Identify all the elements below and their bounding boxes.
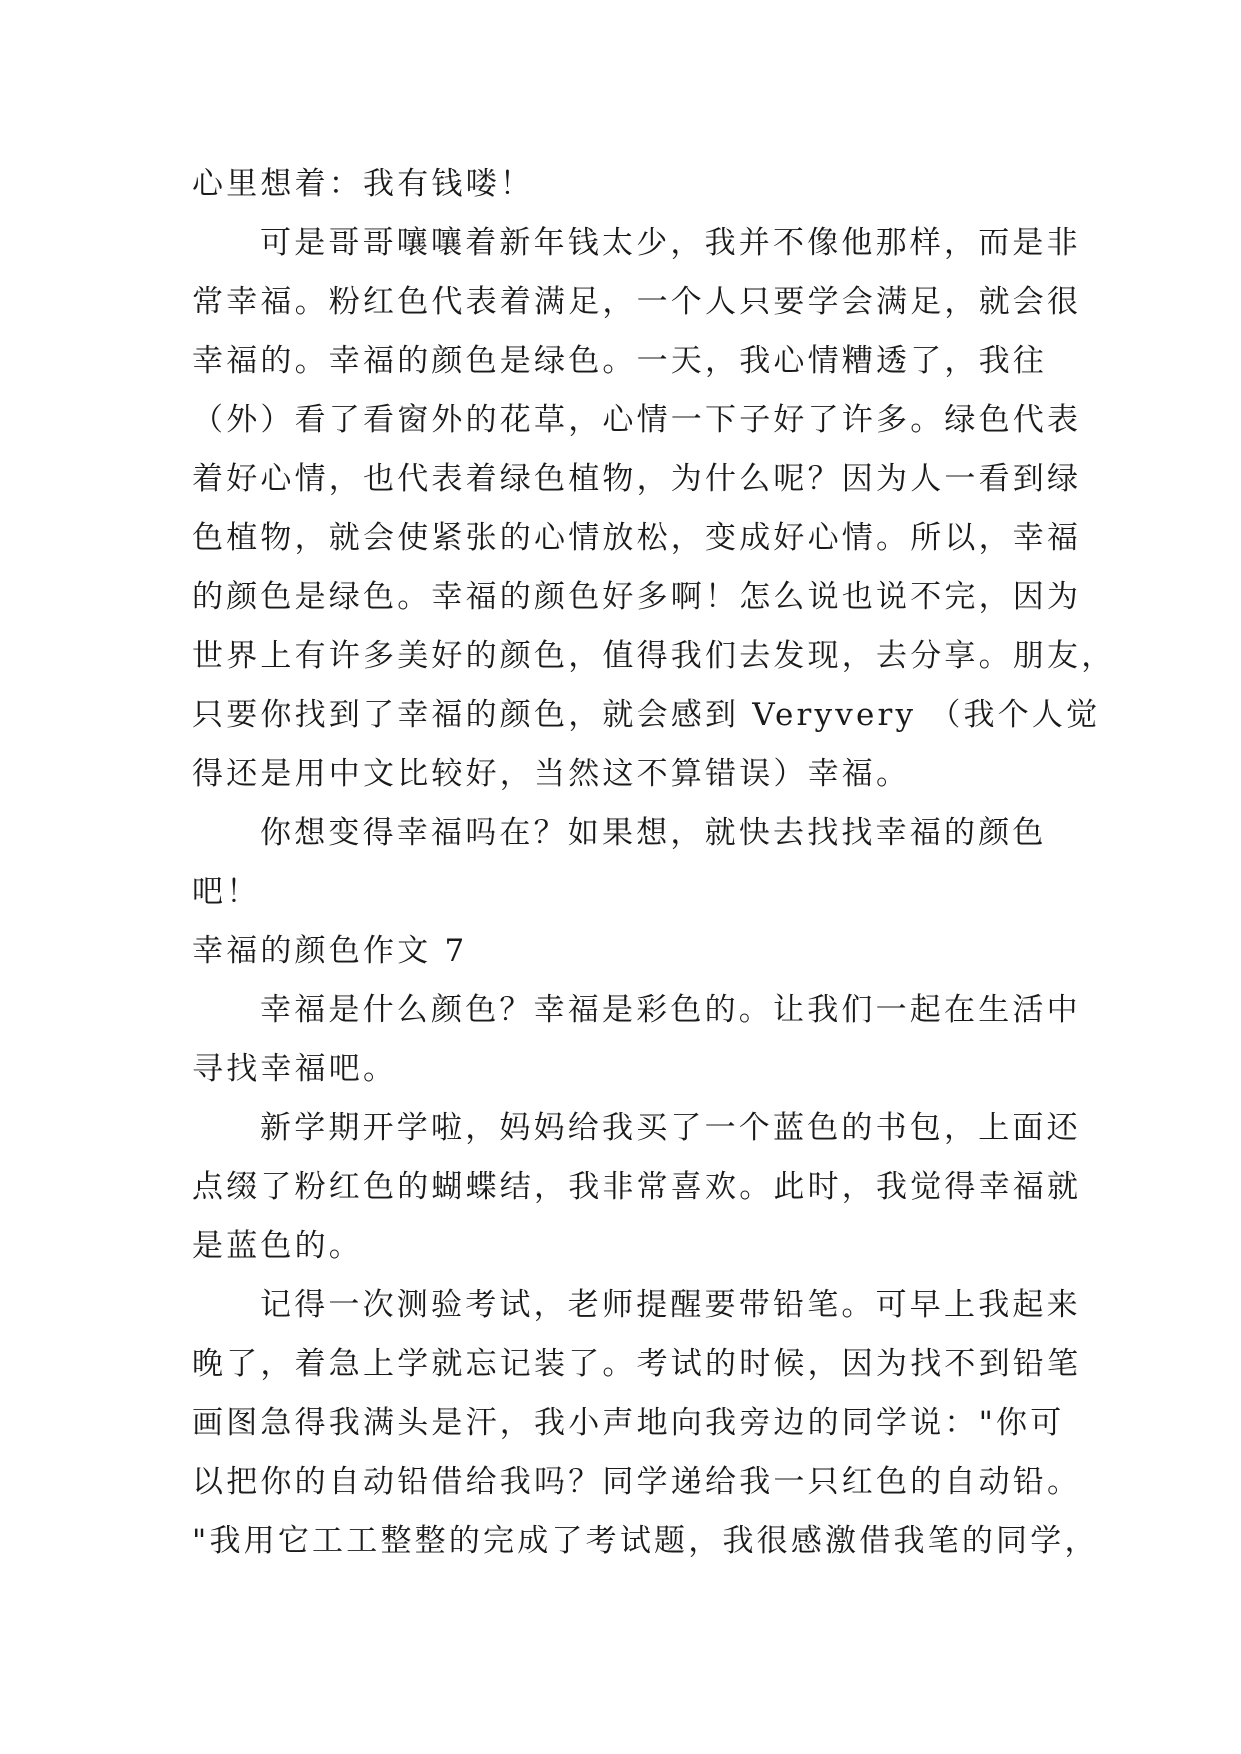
text-line: 色植物，就会使紧张的心情放松，变成好心情。所以，幸福 xyxy=(192,520,1082,556)
text-line: （外）看了看窗外的花草，心情一下子好了许多。绿色代表 xyxy=(192,402,1082,438)
text-line: 常幸福。粉红色代表着满足，一个人只要学会满足，就会很 xyxy=(192,284,1082,320)
text-line: 只要你找到了幸福的颜色，就会感到 Veryvery （我个人觉 xyxy=(192,697,1101,733)
text-line: 寻找幸福吧。 xyxy=(192,1051,398,1087)
text-line: 以把你的自动铅借给我吗？同学递给我一只红色的自动铅。 xyxy=(192,1464,1082,1500)
text-line: 心里想着：我有钱喽！ xyxy=(192,166,534,202)
text-line: 吧！ xyxy=(192,874,261,910)
text-line: 幸福是什么颜色？幸福是彩色的。让我们一起在生活中 xyxy=(260,992,1081,1028)
text-line: 你想变得幸福吗在？如果想，就快去找找幸福的颜色 xyxy=(260,815,1047,851)
text-line: 得还是用中文比较好，当然这不算错误）幸福。 xyxy=(192,756,911,792)
document-body xyxy=(192,155,1116,1571)
text-line: 新学期开学啦，妈妈给我买了一个蓝色的书包，上面还 xyxy=(260,1110,1081,1146)
text-line: 晚了，着急上学就忘记装了。考试的时候，因为找不到铅笔 xyxy=(192,1346,1082,1382)
text-line: "我用它工工整整的完成了考试题，我很感激借我笔的同学， xyxy=(192,1523,1099,1559)
text-line: 记得一次测验考试，老师提醒要带铅笔。可早上我起来 xyxy=(260,1287,1081,1323)
section-heading: 幸福的颜色作文 7 xyxy=(192,933,468,969)
text-line: 画图急得我满头是汗，我小声地向我旁边的同学说："你可 xyxy=(192,1405,1065,1441)
text-line: 的颜色是绿色。幸福的颜色好多啊！怎么说也说不完，因为 xyxy=(192,579,1082,615)
text-line: 点缀了粉红色的蝴蝶结，我非常喜欢。此时，我觉得幸福就 xyxy=(192,1169,1082,1205)
text-line: 是蓝色的。 xyxy=(192,1228,363,1264)
text-line: 世界上有许多美好的颜色，值得我们去发现，去分享。朋友， xyxy=(192,638,1116,674)
text-line: 着好心情，也代表着绿色植物，为什么呢？因为人一看到绿 xyxy=(192,461,1082,497)
text-line: 可是哥哥嚷嚷着新年钱太少，我并不像他那样，而是非 xyxy=(260,225,1081,261)
text-line: 幸福的。幸福的颜色是绿色。一天，我心情糟透了，我往 xyxy=(192,343,1047,379)
